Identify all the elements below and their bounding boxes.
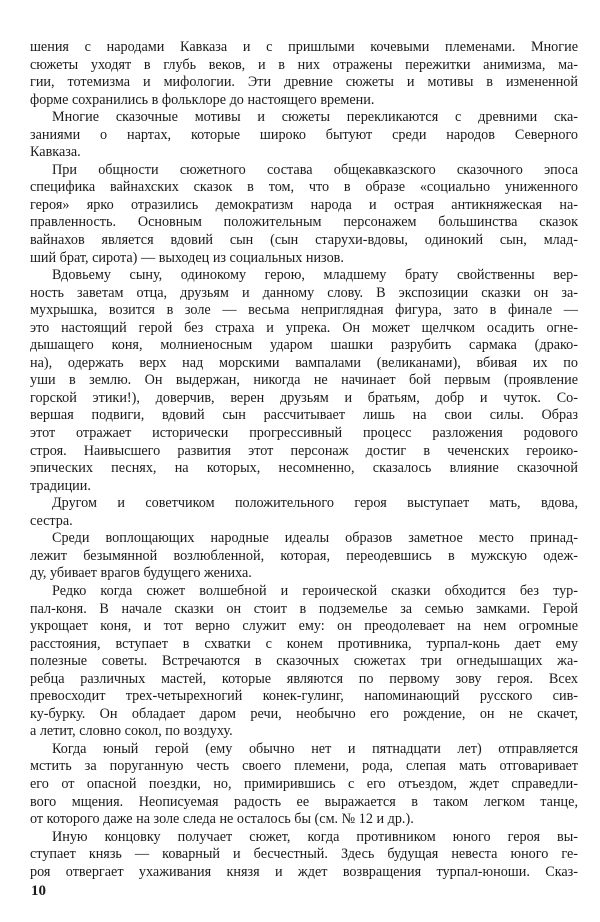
text-line: героя» ярко отразились демократизм народа и острая антикняжеская на-: [30, 196, 578, 213]
text-line: этот отражает исторически прогрессивный процесс разложения родового: [30, 425, 578, 442]
text-line: Многие сказочные мотивы и сюжеты перекликаются с древними ска-: [52, 109, 578, 126]
text-line: роя отвергает ухаживания князя и ждет возвращения турпал-юноши. Сказ-: [30, 863, 578, 880]
paragraph: [30, 162, 578, 267]
paragraph: [30, 583, 578, 741]
text-line: ду, убивает врагов будущего жениха.: [30, 565, 252, 582]
text-line: сестра.: [30, 512, 73, 529]
text-line: на), одержать верх над морскими вампалами (великанами), вбивая их по: [30, 354, 578, 371]
text-line: Редко когда сюжет волшебной и героической сказки обходится без тур-: [52, 582, 578, 599]
text-line: его от опасной поездки, но, примирившись с его отъездом, ждет справедли-: [30, 775, 578, 792]
text-line: традиции.: [30, 477, 91, 494]
text-line: строя. Наивысшего развития этот персонаж достиг в чеченских героико-: [30, 442, 578, 459]
text-line: вайнахов является вдовий сын (сын старухи-вдовы, одинокий сын, млад-: [30, 232, 578, 249]
text-line: Среди воплощающих народные идеалы образов заметное место принад-: [52, 530, 578, 547]
paragraph: [30, 39, 578, 109]
text-line: а летит, словно сокол, по воздуху.: [30, 723, 233, 740]
text-line: лежит безымянной возлюбленной, которая, переодевшись в мужскую одеж-: [30, 547, 578, 564]
text-line: сюжеты уходят в глубь веков, и в них отражены пережитки анимизма, ма-: [30, 56, 578, 73]
text-line: это настоящий герой без страха и упрека. Он может щелчком осадить огне-: [30, 319, 578, 336]
text-line: ступает князь — коварный и бесчестный. Здесь будущая невеста юного ге-: [30, 846, 578, 863]
text-line: ший брат, сирота) — выходец из социальных низов.: [30, 249, 344, 266]
text-line: Кавказа.: [30, 144, 81, 161]
page-number: 10: [31, 883, 46, 899]
paragraph: [30, 109, 578, 162]
text-line: расстояния, вступает в схватки с конем противника, турпал-конь дает ему: [30, 635, 578, 652]
text-line: При общности сюжетного состава общекавказского сказочного эпоса: [52, 161, 578, 178]
text-line: заниями о нартах, которые широко бытуют среди народов Северного: [30, 126, 578, 143]
text-line: горской этики!), доверчив, верен друзьям и братьям, добр и чуток. Со-: [30, 389, 578, 406]
text-line: мстить за поруганную честь своего племени, рода, слепая мать отговаривает: [30, 758, 578, 775]
text-line: Другом и советчиком положительного героя выступает мать, вдова,: [52, 495, 578, 512]
text-line: специфика вайнахских сказок в том, что в образе «социально униженного: [30, 179, 578, 196]
paragraph: [30, 267, 578, 495]
text-line: мухрышка, возится в золе — весьма неприглядная фигура, зато в финале —: [30, 302, 578, 319]
text-line: полезные советы. Встречаются в сказочных сюжетах три огнедышащих жа-: [30, 653, 578, 670]
text-line: от которого даже на золе следа не осталось бы (см. № 12 и др.).: [30, 811, 414, 828]
text-line: укрощает коня, и тот верно служит ему: он преодолевает на нем огромные: [30, 618, 578, 635]
text-line: эпических песнях, на которых, несомненно, сказалось влияние сказочной: [30, 460, 578, 477]
text-line: Когда юный герой (ему обычно нет и пятнадцати лет) отправляется: [52, 740, 578, 757]
text-line: Вдовьему сыну, одинокому герою, младшему брату свойственны вер-: [52, 267, 578, 284]
paragraph: [30, 495, 578, 530]
text-line: превосходит трех-четырехногий конек-гулинг, напоминающий русского сив-: [30, 688, 578, 705]
text-line: вершая подвиги, вдовий сын рассчитывает лишь на свои силы. Образ: [30, 407, 578, 424]
text-line: ность заветам отца, друзьям и данному слову. В экспозиции сказки он за-: [30, 284, 578, 301]
text-line: форме сохранились в фольклоре до настоящего времени.: [30, 91, 375, 108]
book-page-text: [30, 39, 578, 881]
text-line: вого мщения. Неописуемая радость ее выражается в таком легком танце,: [30, 793, 578, 810]
paragraph: [30, 530, 578, 583]
text-line: дышащего коня, молниеносным ударом шашки разрубить сармака (драко-: [30, 337, 578, 354]
paragraph: [30, 829, 578, 882]
text-line: ку-бурку. Он обладает даром речи, необычно его рождение, он не скачет,: [30, 705, 578, 722]
text-line: правленность. Основным положительным персонажем большинства сказок: [30, 214, 578, 231]
text-line: Иную концовку получает сюжет, когда противником юного героя вы-: [52, 828, 578, 845]
paragraph: [30, 741, 578, 829]
text-line: пал-коня. В начале сказки он стоит в подземелье за семью замками. Герой: [30, 600, 578, 617]
text-line: уши в землю. Он выдержан, никогда не начинает бой первым (проявление: [30, 372, 578, 389]
text-line: ребца различных мастей, которые являются по первому зову героя. Всех: [30, 670, 578, 687]
text-line: шения с народами Кавказа и с пришлыми кочевыми племенами. Многие: [30, 39, 578, 55]
text-line: гии, тотемизма и мифологии. Эти древние сюжеты и мотивы в измененной: [30, 74, 578, 91]
